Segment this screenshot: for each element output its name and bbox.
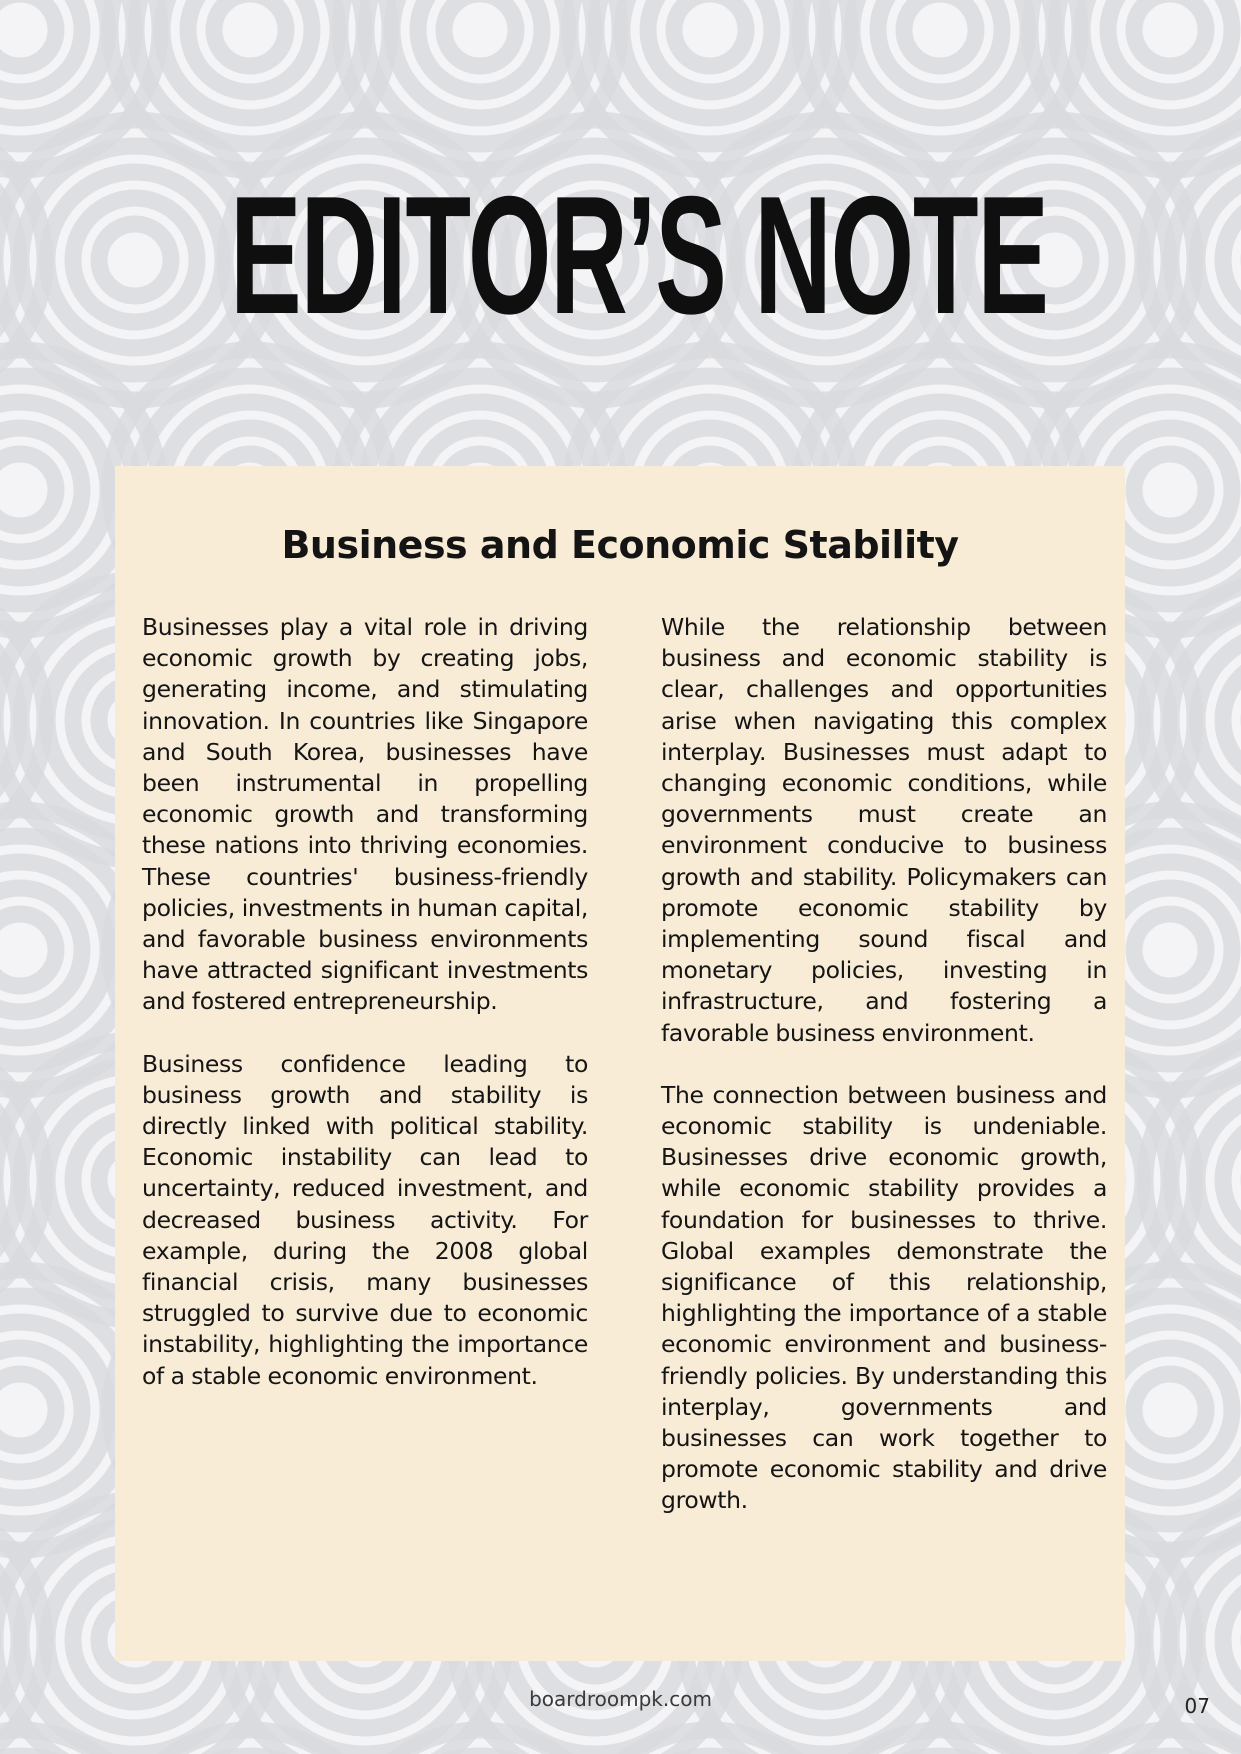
footer-website: boardroompk.com	[529, 1687, 712, 1711]
article-title: Business and Economic Stability	[281, 523, 959, 567]
masthead	[0, 161, 1241, 349]
article-paragraph: Business confidence leading to business growth and stability is directly linked with political stability. Economic instability can lead to uncertainty, reduced investment, and decreased business activity. For example, during the 2008 global financial crisis, many businesses struggled to survive due to economic instability, highlighting the importance of a stable economic environment.	[142, 1049, 588, 1390]
article-column-left	[142, 612, 588, 1423]
page-title: EDITOR’S NOTE	[229, 161, 1048, 349]
article-paragraph: While the relationship between business and economic stability is clear, challenges and opportunities arise when navigating this complex interplay. Businesses must adapt to changing economic conditions, while governments must create an environment conducive to business growth and stability. Policymakers can promote economic stability by implementing sound fiscal and monetary policies, investing in infrastructure, and fostering a favorable business environment.	[661, 613, 1107, 1047]
article-paragraph: The connection between business and economic stability is undeniable. Businesses drive economic growth, while economic stability provides a foundation for businesses to thrive. Global examples demonstrate the significance of this relationship, highlighting the importance of a stable economic environment and business-friendly policies. By understanding this interplay, governments and businesses can work together to promote economic stability and drive growth.	[661, 1080, 1107, 1515]
article-panel	[115, 466, 1125, 1661]
article-column-right	[661, 612, 1107, 1548]
page-number: 07	[1184, 1694, 1210, 1718]
article-paragraph: Businesses play a vital role in driving economic growth by creating jobs, generating income, and stimulating innovation. In countries like Singapore and South Korea, businesses have been instrumental in propelling economic growth and transforming these nations into thriving economies. These countries' business-friendly policies, investments in human capital, and favorable business environments have attracted significant investments and fostered entrepreneurship.	[142, 613, 588, 1016]
